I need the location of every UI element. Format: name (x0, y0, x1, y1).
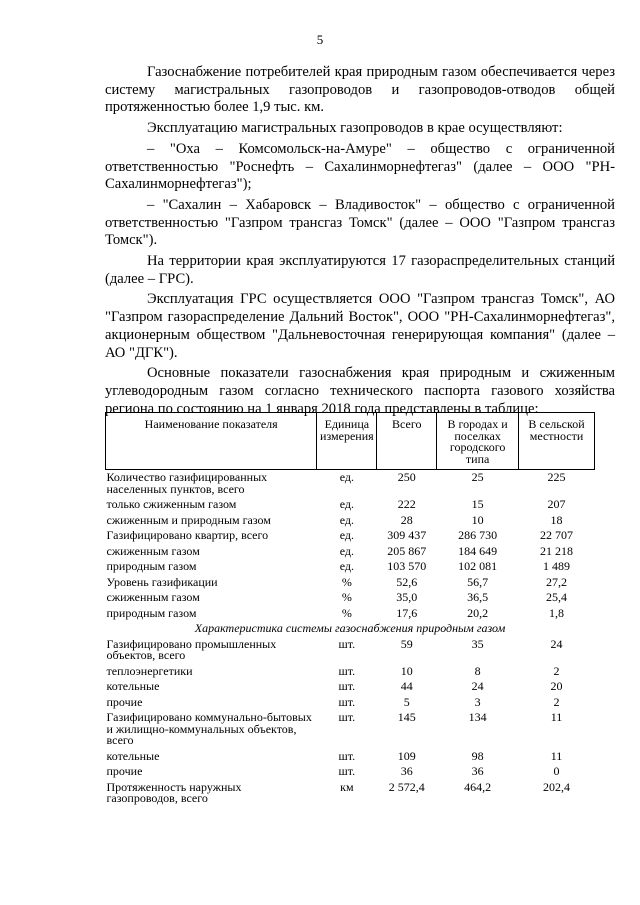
row-rural: 21 218 (540, 543, 574, 558)
row-name: сжиженным газом (106, 590, 200, 604)
row-name: Протяженность наружных газопроводов, всего (106, 779, 242, 805)
row-rural: 2 (553, 694, 560, 709)
row-total: 5 (403, 694, 410, 709)
table-body-main (106, 470, 595, 622)
row-urban: 15 (471, 497, 484, 511)
row-unit: шт. (338, 764, 356, 778)
row-total: 109 (397, 748, 416, 763)
row-urban: 20,2 (467, 605, 489, 620)
row-total: 145 (397, 710, 416, 724)
table-row (106, 606, 595, 622)
header-urban: В городах и поселках городского типа (437, 413, 519, 470)
row-rural: 0 (553, 764, 560, 778)
row-urban: 184 649 (458, 543, 498, 558)
paragraph: Эксплуатацию магистральных газопроводов в крае осуществляют: (147, 120, 563, 137)
row-unit: ед. (339, 559, 354, 573)
row-name: сжиженным газом (106, 543, 200, 558)
paragraph: На территории края эксплуатируются 17 газораспределительных станций (далее – ГРС). (105, 253, 615, 287)
row-rural: 1,8 (549, 605, 565, 620)
row-unit: шт. (338, 636, 356, 651)
row-total: 250 (397, 470, 416, 484)
row-rural: 11 (550, 710, 563, 724)
row-name: котельные (106, 679, 160, 693)
row-total: 2 572,4 (388, 779, 425, 794)
row-total: 103 570 (387, 559, 427, 573)
row-name: прочие (106, 764, 143, 778)
row-unit: ед. (339, 512, 354, 527)
row-urban: 25 (471, 470, 484, 484)
row-unit: ед. (339, 543, 354, 558)
table-row (106, 513, 595, 529)
row-urban: 286 730 (458, 528, 498, 542)
row-urban: 8 (474, 663, 481, 678)
row-total: 52,6 (396, 574, 418, 589)
table-body-natural-gas (106, 637, 595, 807)
header-rural: В сельской местности (519, 413, 595, 470)
row-total: 205 867 (387, 543, 427, 558)
table-row (106, 637, 595, 664)
header-unit: Единица измерения (317, 413, 377, 470)
row-unit: шт. (338, 710, 356, 724)
row-rural: 18 (550, 512, 563, 527)
header-indicator: Наименование показателя (106, 413, 317, 470)
table-row (106, 780, 595, 807)
row-name: природным газом (106, 605, 197, 620)
row-rural: 22 707 (540, 528, 574, 542)
row-total: 309 437 (387, 528, 427, 542)
paragraph: Эксплуатация ГРС осуществляется ООО "Газпром трансгаз Томск", АО "Газпром газораспределение Дальний Восток", ООО "РН-Сахалинморнефтегаз", акционерным обществом "Дальневосточная генерирующая компания" (далее – АО "ДГК"). (105, 291, 615, 361)
row-unit: шт. (338, 694, 356, 709)
row-total: 44 (400, 679, 413, 693)
row-rural: 202,4 (543, 779, 571, 794)
table-section (106, 621, 595, 637)
table-row (106, 497, 595, 513)
row-name: котельные (106, 748, 160, 763)
row-total: 17,6 (396, 605, 418, 620)
row-name: Уровень газификации (106, 574, 218, 589)
row-name: Газифицировано коммунально-бытовых и жилищно-коммунальных объектов, всего (106, 710, 312, 747)
row-unit: шт. (338, 663, 356, 678)
row-urban: 36,5 (467, 590, 489, 604)
row-rural: 207 (547, 497, 566, 511)
page-number: 5 (316, 32, 324, 47)
table-row (106, 749, 595, 765)
paragraph: – "Сахалин – Хабаровск – Владивосток" – общество с ограниченной ответственностью "Газпром трансгаз Томск" (далее – ООО "Газпром трансгаз Томск"). (105, 196, 615, 249)
row-urban: 464,2 (464, 779, 492, 794)
row-urban: 10 (471, 512, 484, 527)
table-row (106, 764, 595, 780)
row-unit: % (341, 574, 352, 589)
row-name: Количество газифицированных населенных пунктов, всего (106, 470, 268, 496)
row-unit: ед. (339, 470, 354, 484)
section-title: Характеристика системы газоснабжения природным газом (194, 621, 506, 635)
row-urban: 134 (468, 710, 487, 724)
table-row (106, 679, 595, 695)
table-row (106, 528, 595, 544)
row-rural: 20 (550, 679, 563, 693)
row-urban: 102 081 (458, 559, 498, 573)
row-total: 222 (397, 497, 416, 511)
row-name: Газифицировано квартир, всего (106, 528, 269, 542)
table-row (106, 470, 595, 498)
row-rural: 11 (550, 748, 563, 763)
table-row (106, 544, 595, 560)
table-row (106, 695, 595, 711)
row-total: 36 (400, 764, 413, 778)
row-urban: 24 (471, 679, 484, 693)
body-text (105, 64, 615, 421)
row-unit: шт. (338, 679, 356, 693)
table-row (106, 664, 595, 680)
row-name: сжиженным и природным газом (106, 512, 271, 527)
row-urban: 3 (474, 694, 481, 709)
row-unit: ед. (339, 528, 354, 542)
row-urban: 56,7 (467, 574, 489, 589)
row-rural: 24 (550, 636, 563, 651)
table-row (106, 559, 595, 575)
row-rural: 2 (553, 663, 560, 678)
row-unit: шт. (338, 748, 356, 763)
paragraph: – "Оха – Комсомольск-на-Амуре" – общество с ограниченной ответственностью "Роснефть – Сахалинморнефтегаз" (далее – ООО "РН-Сахалинморнефтегаз"); (105, 140, 615, 193)
row-unit: ед. (339, 497, 354, 511)
row-rural: 225 (547, 470, 566, 484)
row-unit: % (341, 605, 352, 620)
row-name: только сжиженным газом (106, 497, 237, 511)
row-name: природным газом (106, 559, 197, 573)
row-total: 35,0 (396, 590, 418, 604)
paragraph: Основные показатели газоснабжения края природным и сжиженным углеводородным газом согласно технического паспорта газового хозяйства региона по состоянию на 1 января 2018 года представлены в таблице: (105, 365, 615, 417)
row-name: прочие (106, 694, 143, 709)
paragraph: Газоснабжение потребителей края природным газом обеспечивается через систему магистральных газопроводов и газопроводов-отводов общей протяженностью более 1,9 тыс. км. (105, 64, 615, 116)
row-urban: 36 (471, 764, 484, 778)
gas-supply-table (105, 412, 595, 807)
row-rural: 27,2 (546, 574, 568, 589)
row-urban: 98 (471, 748, 484, 763)
row-unit: % (341, 590, 352, 604)
table-row (106, 710, 595, 749)
row-total: 28 (400, 512, 413, 527)
row-urban: 35 (471, 636, 484, 651)
table-row (106, 575, 595, 591)
row-rural: 25,4 (546, 590, 568, 604)
row-name: теплоэнергетики (106, 663, 193, 678)
row-rural: 1 489 (543, 559, 571, 573)
table-row (106, 590, 595, 606)
row-name: Газифицировано промышленных объектов, всего (106, 636, 277, 662)
row-total: 10 (400, 663, 413, 678)
header-total: Всего (377, 413, 437, 470)
row-unit: км (340, 779, 354, 794)
row-total: 59 (400, 636, 413, 651)
